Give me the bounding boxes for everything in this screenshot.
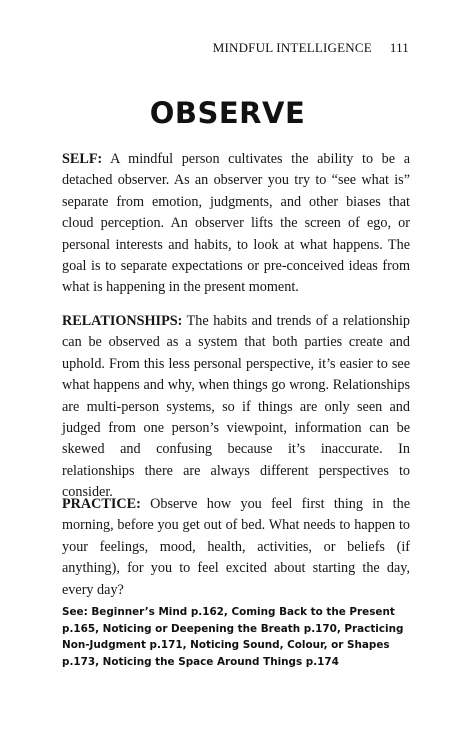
paragraph-relationships-lead: RELATIONSHIPS: [62, 313, 183, 329]
section-title: OBSERVE [149, 96, 306, 130]
page-number: 111 [389, 40, 409, 55]
paragraph-self [62, 149, 410, 299]
paragraph-relationships-text: The habits and trends of a relationship can be observed as a system that both parties create and uphold. From this less personal perspective, it’s easier to see what happens and why, when things go wrong. Relationships are multi-person systems, so if things are only seen and judged from one person’s viewpoint, information can be skewed and confusing because it’s inaccurate. In relationships there are always different perspectives to consider. [62, 313, 410, 501]
paragraph-self-text: A mindful person cultivates the ability to be a detached observer. As an observer you try to “see what is” separate from emotion, judgments, and other biases that cloud perception. An observer lifts the screen of ego, or personal interests and habits, to look at what happens. The goal is to separate expectations or pre-conceived ideas from what is happening in the present moment. [62, 151, 410, 296]
paragraph-practice [62, 494, 410, 601]
paragraph-self-lead: SELF: [62, 151, 103, 167]
paragraph-practice-text: Observe how you feel first thing in the morning, before you get out of bed. What needs to happen to your feelings, mood, health, activities, or beliefs (if anything), for you to feel excited about starting the day, every day? [62, 496, 410, 598]
paragraph-relationships [62, 311, 410, 504]
see-also-references: See: Beginner’s Mind p.162, Coming Back to the Present p.165, Noticing or Deepening the Breath p.170, Practicing Non-Judgment p.171, Noticing Sound, Colour, or Shapes p.173, Noticing the Space Around Things p.174 [62, 606, 404, 668]
paragraph-practice-lead: PRACTICE: [62, 496, 141, 512]
running-header [213, 40, 409, 56]
book-title: MINDFUL INTELLIGENCE [212, 40, 372, 55]
